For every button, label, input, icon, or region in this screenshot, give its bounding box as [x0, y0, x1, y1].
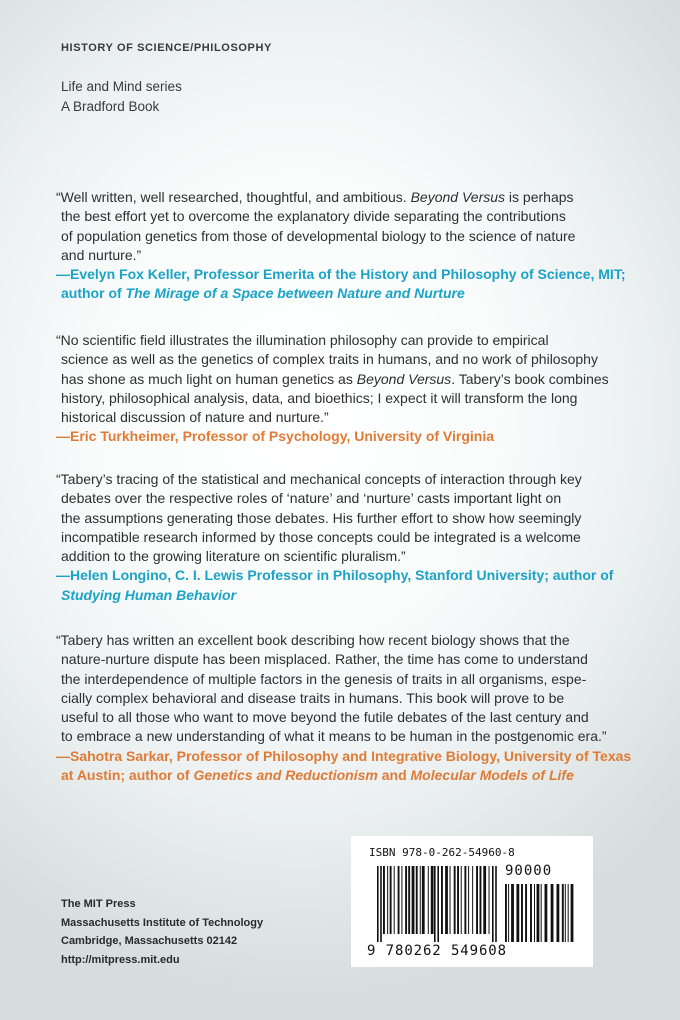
- barcode-bar: [530, 884, 532, 942]
- quote-line: the interdependence of multiple factors in the genesis of traits in all organisms, espe-: [61, 670, 587, 687]
- barcode-bar: [387, 866, 388, 934]
- blurb-quote: [56, 631, 636, 747]
- barcode-bar: [422, 866, 425, 934]
- barcode-bar: [545, 884, 548, 942]
- barcode-bar: [476, 866, 478, 934]
- barcode-bar: [489, 866, 490, 934]
- publisher-url: http://mitpress.mit.edu: [61, 953, 180, 966]
- barcode-bar: [511, 884, 514, 942]
- barcode-bar: [505, 884, 507, 942]
- blurb-quote: [56, 188, 636, 265]
- quote-line: cially complex behavioral and disease traits in humans. This book will prove to be: [61, 689, 565, 706]
- quote-line: to embrace a new understanding of what it means to be human in the postgenomic era.”: [61, 728, 607, 745]
- imprint-name: A Bradford Book: [61, 99, 160, 114]
- barcode-bar: [521, 884, 523, 942]
- barcode-addon-number: 90000: [505, 863, 553, 879]
- barcode-bar: [472, 866, 473, 934]
- barcode-bar: [398, 866, 400, 934]
- attribution-line: —Evelyn Fox Keller, Professor Emerita of the History and Philosophy of Science, MIT;: [56, 266, 626, 283]
- quote-line: useful to all those who want to move beyond the futile debates of the last century and: [61, 709, 589, 726]
- quote-line: has shone as much light on human genetics as Beyond Versus. Tabery’s book combines: [61, 370, 609, 387]
- barcode-bar: [568, 884, 569, 942]
- attribution-line: [56, 586, 636, 605]
- blurb-quote: [56, 470, 636, 566]
- quote-line: “Well written, well researched, thoughtful, and ambitious. Beyond Versus is perhaps: [56, 189, 574, 205]
- publisher-city: Cambridge, Massachusetts 02142: [61, 935, 238, 947]
- barcode-bar: [464, 866, 466, 934]
- book-title: Beyond Versus: [410, 189, 506, 205]
- barcode-bar: [571, 884, 574, 942]
- barcode-bar: [562, 884, 564, 942]
- barcode-bar: [380, 866, 382, 942]
- blurb-attribution: [56, 747, 636, 786]
- quote-line: of population genetics from those of developmental biology to the science of nature: [61, 227, 576, 244]
- barcode-bar: [377, 866, 379, 942]
- quote-line: “No scientific field illustrates the illumination philosophy can provide to empirical: [56, 332, 549, 348]
- barcode-bar: [401, 866, 402, 934]
- barcode-bar: [516, 884, 519, 942]
- barcode-bar: [405, 866, 407, 934]
- publisher-info: [61, 895, 263, 969]
- blurb-sarkar: [56, 631, 636, 785]
- barcode-bar: [420, 866, 421, 934]
- quote-line: and nurture.”: [61, 246, 142, 263]
- barcode-bar: [394, 866, 395, 934]
- barcode-bar: [428, 866, 429, 934]
- barcode-bar: [480, 866, 482, 934]
- book-title: Genetics and Reductionism: [193, 767, 378, 784]
- series-name: Life and Mind series: [61, 79, 182, 94]
- blurb-attribution: [56, 427, 636, 446]
- quote-line: addition to the growing literature on scientific pluralism.”: [61, 548, 406, 565]
- barcode-bar: [557, 884, 560, 942]
- barcode-bar: [483, 866, 486, 934]
- barcode-bar: [434, 866, 436, 942]
- attribution-line: at Austin; author of Genetics and Reductionism and Molecular Models of Life: [61, 767, 574, 784]
- quote-line: the best effort yet to overcome the explanatory divide separating the contributions: [61, 208, 566, 225]
- quote-line: history, philosophical analysis, data, and bioethics; I expect it will transform the long: [61, 389, 578, 406]
- barcode-bar: [416, 866, 418, 934]
- quote-line: “Tabery’s tracing of the statistical and mechanical concepts of interaction through key: [56, 471, 582, 487]
- barcode-bar: [412, 866, 415, 934]
- attribution-line: —Helen Longino, C. I. Lewis Professor in Philosophy, Stanford University; author of: [56, 567, 614, 584]
- category-label: HISTORY OF SCIENCE/PHILOSOPHY: [61, 42, 272, 54]
- book-title: Studying Human Behavior: [61, 586, 237, 603]
- barcode-bar: [431, 866, 434, 934]
- barcode-bar: [492, 866, 494, 942]
- barcode-bar: [565, 884, 566, 942]
- barcode-bar: [508, 884, 509, 942]
- blurb-attribution: [56, 265, 636, 304]
- barcode-image: [371, 866, 577, 944]
- barcode-bar: [537, 884, 540, 942]
- barcode-bar: [468, 866, 469, 934]
- blurb-turkheimer: [56, 331, 636, 447]
- barcode-ean-number: 9 780262 549608: [367, 943, 507, 959]
- attribution-line: —Sahotra Sarkar, Professor of Philosophy and Integrative Biology, University of Texas: [56, 747, 632, 764]
- blurb-longino: [56, 470, 636, 605]
- barcode-bar: [408, 866, 410, 934]
- series-info: [61, 77, 182, 117]
- quote-line: historical discussion of nature and nurture.”: [61, 409, 329, 426]
- attribution-line: —Eric Turkheimer, Professor of Psychology, University of Virginia: [56, 428, 495, 445]
- barcode-bar: [525, 884, 527, 942]
- book-title: Beyond Versus: [356, 370, 452, 387]
- barcode-bar: [437, 866, 439, 942]
- barcode-bar: [450, 866, 451, 934]
- barcode-bar: [551, 884, 554, 942]
- quote-line: incompatible research informed by those concepts could be integrated is a welcome: [61, 528, 581, 545]
- barcode-bar: [534, 884, 535, 942]
- attribution-line: author of The Mirage of a Space between Nature and Nurture: [61, 285, 465, 302]
- barcode-bar: [541, 884, 542, 942]
- publisher-institution: Massachusetts Institute of Technology: [61, 916, 264, 929]
- publisher-name: The MIT Press: [61, 898, 136, 910]
- barcode-bar: [454, 866, 456, 934]
- barcode-bar: [383, 866, 385, 934]
- quote-line: science as well as the genetics of complex traits in humans, and no work of philosophy: [61, 351, 598, 368]
- barcode-bar: [461, 866, 462, 934]
- blurb-keller: [56, 188, 636, 304]
- blurb-quote: [56, 331, 636, 427]
- barcode-bar: [441, 866, 443, 934]
- barcode-bar: [445, 866, 448, 934]
- quote-line: “Tabery has written an excellent book describing how recent biology shows that the: [56, 632, 570, 648]
- barcode-panel: [351, 836, 593, 967]
- barcode-bar: [495, 866, 497, 942]
- book-title: Molecular Models of Life: [410, 767, 574, 784]
- book-title: The Mirage of a Space between Nature and Nurture: [125, 285, 465, 302]
- quote-line: debates over the respective roles of ‘nature’ and ‘nurture’ casts important light on: [61, 490, 562, 507]
- blurb-attribution: [56, 566, 636, 605]
- isbn-label: ISBN 978-0-262-54960-8: [369, 846, 515, 859]
- barcode-bar: [457, 866, 459, 934]
- barcode-bar: [390, 866, 392, 934]
- quote-line: the assumptions generating those debates. His further effort to show how seemingly: [61, 509, 582, 526]
- quote-line: nature-nurture dispute has been misplaced. Rather, the time has come to understand: [61, 651, 588, 668]
